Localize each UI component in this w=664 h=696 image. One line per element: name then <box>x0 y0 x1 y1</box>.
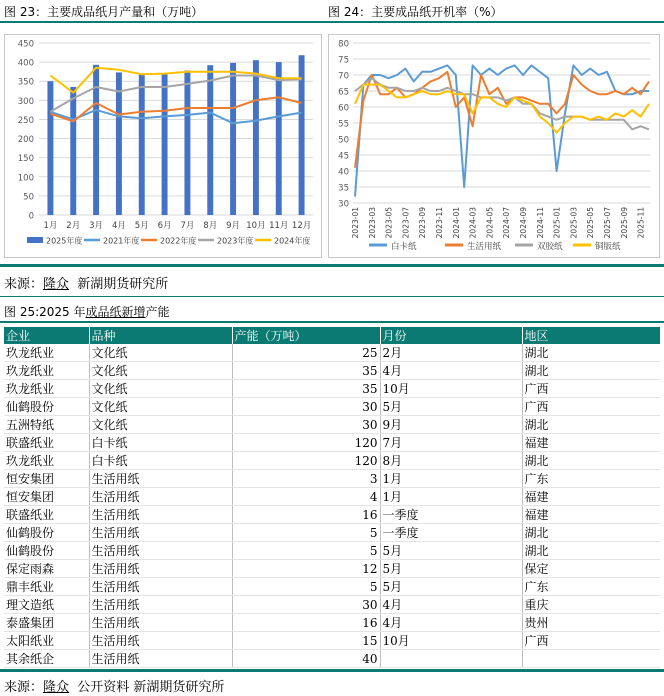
source-line-2 <box>4 676 224 695</box>
bar-2025年度 <box>184 71 190 215</box>
cell-capacity: 35 <box>232 362 380 380</box>
cell-type: 文化纸 <box>89 416 232 434</box>
cell-type: 生活用纸 <box>89 524 232 542</box>
table-row <box>4 632 660 650</box>
cell-company: 仙鹤股份 <box>4 524 89 542</box>
series-line-白卡纸 <box>355 65 649 196</box>
table-row <box>4 506 660 524</box>
y-tick-label: 35 <box>338 183 349 194</box>
y-tick-label: 55 <box>338 119 349 130</box>
table-row <box>4 560 660 578</box>
cell-month <box>380 650 522 668</box>
y-tick-label: 65 <box>338 87 349 98</box>
cell-month: 5月 <box>380 560 522 578</box>
x-tick-label: 2025-09 <box>619 207 629 239</box>
cell-month: 10月 <box>380 632 522 650</box>
cell-month: 一季度 <box>380 524 522 542</box>
x-tick-label: 7月 <box>180 221 195 231</box>
x-tick-label: 4月 <box>111 221 126 231</box>
x-tick-label: 2025-05 <box>586 207 596 239</box>
y-tick-label: 50 <box>338 135 349 146</box>
table-row <box>4 380 660 398</box>
y-tick-label: 350 <box>17 77 34 88</box>
cell-capacity: 5 <box>232 578 380 596</box>
x-tick-label: 2023-09 <box>418 207 428 239</box>
x-tick-label: 5月 <box>134 221 149 231</box>
cell-capacity: 3 <box>232 470 380 488</box>
legend-label: 2023年度 <box>217 236 254 246</box>
table-divider <box>0 321 664 323</box>
x-tick-label: 2024-11 <box>535 207 545 239</box>
cell-type: 生活用纸 <box>89 542 232 560</box>
bar-2025年度 <box>207 65 213 215</box>
cell-capacity: 25 <box>232 344 380 362</box>
cell-month: 4月 <box>380 596 522 614</box>
series-line-2022年度 <box>50 97 301 121</box>
y-tick-label: 400 <box>17 58 34 69</box>
col-header-company: 企业 <box>4 327 89 344</box>
x-tick-label: 2023-03 <box>367 207 377 239</box>
cell-month: 4月 <box>380 362 522 380</box>
cell-region: 福建 <box>522 434 660 452</box>
cell-month: 10月 <box>380 380 522 398</box>
cell-region: 湖北 <box>522 524 660 542</box>
table-row <box>4 434 660 452</box>
cell-month: 2月 <box>380 344 522 362</box>
cell-region: 湖北 <box>522 416 660 434</box>
bar-2025年度 <box>70 87 76 215</box>
fig23-title: 图 23：主要成品纸月产量和（万吨） <box>4 5 204 19</box>
cell-type: 生活用纸 <box>89 614 232 632</box>
cell-company: 玖龙纸业 <box>4 380 89 398</box>
x-tick-label: 2023-05 <box>384 207 394 239</box>
table-row <box>4 596 660 614</box>
cell-capacity: 30 <box>232 596 380 614</box>
y-tick-label: 0 <box>28 211 34 222</box>
table-row <box>4 398 660 416</box>
x-tick-label: 2月 <box>66 221 81 231</box>
cell-month: 7月 <box>380 434 522 452</box>
cell-company: 保定雨森 <box>4 560 89 578</box>
x-tick-label: 3月 <box>89 221 104 231</box>
x-tick-label: 2025-01 <box>552 207 562 239</box>
cell-region: 广东 <box>522 470 660 488</box>
x-tick-label: 6月 <box>157 221 172 231</box>
cell-company: 联盛纸业 <box>4 434 89 452</box>
source2-prefix: 来源： <box>4 680 44 695</box>
cell-region: 重庆 <box>522 596 660 614</box>
y-tick-label: 250 <box>17 115 34 126</box>
table-row <box>4 470 660 488</box>
x-tick-label: 10月 <box>246 221 266 231</box>
title-divider <box>0 21 664 23</box>
col-header-capacity: 产能（万吨） <box>232 327 380 344</box>
x-tick-label: 2024-01 <box>451 207 461 239</box>
fig24-panel <box>328 34 660 258</box>
cell-company: 太阳纸业 <box>4 632 89 650</box>
cell-region: 广西 <box>522 380 660 398</box>
cell-month: 4月 <box>380 614 522 632</box>
cell-region: 湖北 <box>522 542 660 560</box>
bar-2025年度 <box>116 72 122 215</box>
source-line-1 <box>4 273 168 292</box>
x-tick-label: 2025-07 <box>603 207 612 239</box>
fig24-title: 图 24：主要成品纸开机率（%） <box>328 5 503 19</box>
y-tick-label: 150 <box>17 154 34 165</box>
cell-company: 玖龙纸业 <box>4 344 89 362</box>
cell-capacity: 5 <box>232 542 380 560</box>
bar-2025年度 <box>47 81 53 215</box>
y-tick-label: 75 <box>338 55 349 66</box>
y-tick-label: 40 <box>338 167 349 178</box>
legend-label: 2021年度 <box>103 236 140 246</box>
series-line-2024年度 <box>50 68 301 93</box>
cell-region: 湖北 <box>522 362 660 380</box>
cell-capacity: 120 <box>232 452 380 470</box>
cell-type: 生活用纸 <box>89 632 232 650</box>
source2-brand: 隆众 <box>43 680 70 695</box>
cell-region: 湖北 <box>522 344 660 362</box>
x-tick-label: 12月 <box>291 221 312 231</box>
cell-company: 鼎丰纸业 <box>4 578 89 596</box>
legend-label: 双胶纸 <box>537 242 563 252</box>
cell-month: 一季度 <box>380 506 522 524</box>
source-divider <box>0 296 664 297</box>
cell-month: 1月 <box>380 488 522 506</box>
bar-2025年度 <box>162 74 168 215</box>
table-row <box>4 344 660 362</box>
cell-type: 生活用纸 <box>89 488 232 506</box>
y-tick-label: 30 <box>338 199 349 210</box>
cell-month: 9月 <box>380 416 522 434</box>
y-tick-label: 200 <box>17 135 34 146</box>
cell-company: 仙鹤股份 <box>4 542 89 560</box>
x-tick-label: 11月 <box>269 221 289 231</box>
x-tick-label: 1月 <box>43 221 58 231</box>
cell-region <box>522 650 660 668</box>
x-tick-label: 2024-05 <box>485 207 495 239</box>
table-row <box>4 578 660 596</box>
col-header-region: 地区 <box>522 327 660 344</box>
cell-capacity: 30 <box>232 416 380 434</box>
cell-capacity: 16 <box>232 506 380 524</box>
cell-region: 湖北 <box>522 452 660 470</box>
cell-capacity: 120 <box>232 434 380 452</box>
x-tick-label: 2023-11 <box>435 207 444 239</box>
x-tick-label: 2024-03 <box>468 207 478 239</box>
cell-company: 其余纸企 <box>4 650 89 668</box>
cell-capacity: 16 <box>232 614 380 632</box>
cell-type: 生活用纸 <box>89 470 232 488</box>
table-header-row <box>4 327 660 344</box>
legend-label: 2025年度 <box>46 236 83 246</box>
x-tick-label: 2023-01 <box>351 207 360 239</box>
cell-company: 玖龙纸业 <box>4 362 89 380</box>
cell-month: 5月 <box>380 578 522 596</box>
y-tick-label: 70 <box>338 71 349 82</box>
y-tick-label: 45 <box>338 151 349 162</box>
legend-label: 2022年度 <box>160 236 197 246</box>
bar-2025年度 <box>139 74 145 215</box>
cell-capacity: 12 <box>232 560 380 578</box>
section-divider <box>0 264 664 267</box>
legend-label: 铜版纸 <box>595 242 621 252</box>
fig25-title-suffix: 产能 <box>145 305 170 319</box>
cell-capacity: 40 <box>232 650 380 668</box>
series-line-铜版纸 <box>355 85 649 133</box>
legend-label: 白卡纸 <box>391 242 417 252</box>
table-row <box>4 416 660 434</box>
cell-capacity: 4 <box>232 488 380 506</box>
y-tick-label: 100 <box>17 173 34 184</box>
cell-company: 仙鹤股份 <box>4 398 89 416</box>
x-tick-label: 2024-07 <box>502 207 512 239</box>
cell-capacity: 35 <box>232 380 380 398</box>
cell-type: 文化纸 <box>89 380 232 398</box>
fig23-panel <box>4 34 322 258</box>
fig24-chart <box>329 35 659 257</box>
table-row <box>4 452 660 470</box>
fig25-title-prefix: 图 25:2025 年 <box>4 305 86 319</box>
x-tick-label: 8月 <box>203 221 218 231</box>
bar-2025年度 <box>230 63 236 215</box>
cell-company: 联盛纸业 <box>4 506 89 524</box>
col-header-month: 月份 <box>380 327 522 344</box>
cell-company: 玖龙纸业 <box>4 452 89 470</box>
y-tick-label: 300 <box>17 96 34 107</box>
cell-month: 5月 <box>380 542 522 560</box>
table-bottom-divider <box>0 669 664 672</box>
y-tick-label: 450 <box>17 39 34 50</box>
y-tick-label: 50 <box>23 192 34 203</box>
fig25-title <box>4 303 170 320</box>
source2-rest: 公开资料 新湖期货研究所 <box>77 680 225 695</box>
table-row <box>4 488 660 506</box>
x-tick-label: 2024-09 <box>519 207 528 239</box>
cell-type: 生活用纸 <box>89 578 232 596</box>
table-row <box>4 614 660 632</box>
cell-type: 生活用纸 <box>89 506 232 524</box>
cell-region: 福建 <box>522 488 660 506</box>
col-header-type: 品种 <box>89 327 232 344</box>
cell-type: 白卡纸 <box>89 434 232 452</box>
cell-region: 广东 <box>522 578 660 596</box>
cell-company: 五洲特纸 <box>4 416 89 434</box>
cell-capacity: 5 <box>232 524 380 542</box>
cell-month: 1月 <box>380 470 522 488</box>
table-row <box>4 524 660 542</box>
legend-swatch-2025年度 <box>27 237 43 243</box>
cell-region: 福建 <box>522 506 660 524</box>
cell-capacity: 15 <box>232 632 380 650</box>
source-brand: 隆众 <box>43 277 70 292</box>
x-tick-label: 2025-11 <box>636 207 646 239</box>
cell-region: 广西 <box>522 398 660 416</box>
cell-type: 文化纸 <box>89 398 232 416</box>
cell-company: 恒安集团 <box>4 488 89 506</box>
legend-label: 生活用纸 <box>467 242 502 252</box>
fig23-chart <box>5 35 321 257</box>
cell-type: 生活用纸 <box>89 650 232 668</box>
y-tick-label: 80 <box>338 39 349 50</box>
bar-2025年度 <box>276 62 282 215</box>
source-rest: 新湖期货研究所 <box>77 277 169 292</box>
y-tick-label: 60 <box>338 103 349 114</box>
cell-type: 生活用纸 <box>89 596 232 614</box>
capacity-table <box>4 327 660 668</box>
cell-month: 8月 <box>380 452 522 470</box>
cell-region: 贵州 <box>522 614 660 632</box>
cell-company: 理文造纸 <box>4 596 89 614</box>
x-tick-label: 9月 <box>226 221 241 231</box>
x-tick-label: 2023-07 <box>401 207 411 239</box>
table-row <box>4 542 660 560</box>
fig25-title-underlined: 成品纸新增 <box>85 305 146 319</box>
cell-type: 文化纸 <box>89 344 232 362</box>
cell-type: 白卡纸 <box>89 452 232 470</box>
series-line-2021年度 <box>50 110 301 123</box>
series-line-双胶纸 <box>355 78 649 129</box>
cell-type: 文化纸 <box>89 362 232 380</box>
table-row <box>4 650 660 668</box>
cell-capacity: 30 <box>232 398 380 416</box>
cell-month: 5月 <box>380 398 522 416</box>
cell-region: 广西 <box>522 632 660 650</box>
legend-label: 2024年度 <box>274 236 311 246</box>
bar-2025年度 <box>253 60 259 215</box>
cell-company: 恒安集团 <box>4 470 89 488</box>
source-prefix: 来源： <box>4 277 44 292</box>
cell-company: 泰盛集团 <box>4 614 89 632</box>
cell-type: 生活用纸 <box>89 560 232 578</box>
cell-region: 保定 <box>522 560 660 578</box>
table-row <box>4 362 660 380</box>
x-tick-label: 2025-03 <box>569 207 579 239</box>
